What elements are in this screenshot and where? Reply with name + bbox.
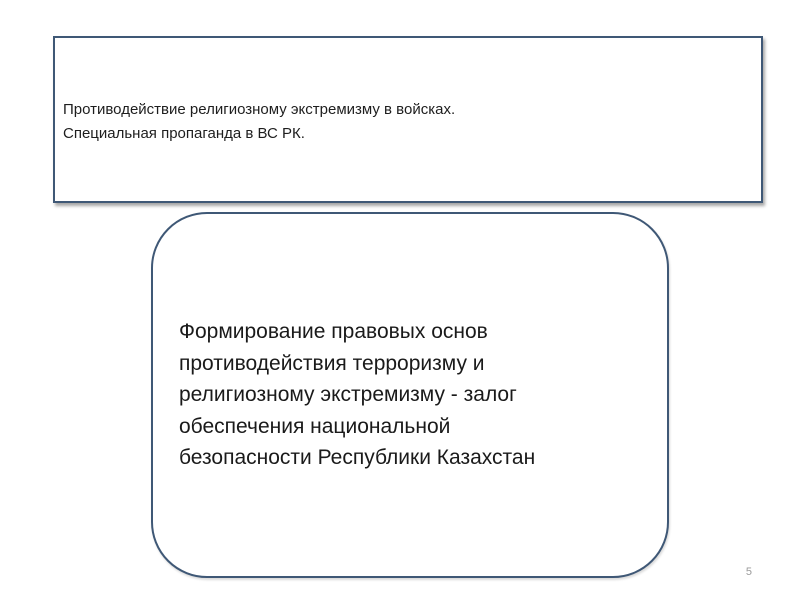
content-box bbox=[151, 212, 669, 578]
content-line: Формирование правовых основ bbox=[179, 320, 488, 343]
content-text bbox=[179, 316, 649, 474]
content-line: обеспечения национальной bbox=[179, 414, 451, 438]
content-line: религиозному экстремизму - залог bbox=[179, 383, 517, 406]
content-line: безопасности Республики Казахстан bbox=[179, 446, 536, 469]
slide-title-line: Противодействие религиозному экстремизму в войсках. bbox=[63, 101, 456, 118]
slide-number: 5 bbox=[745, 566, 752, 578]
title-box bbox=[53, 36, 763, 203]
slide-title bbox=[63, 98, 753, 146]
content-line: противодействия терроризму и bbox=[179, 351, 485, 375]
slide-title-line: Специальная пропаганда в ВС РК. bbox=[63, 125, 305, 142]
